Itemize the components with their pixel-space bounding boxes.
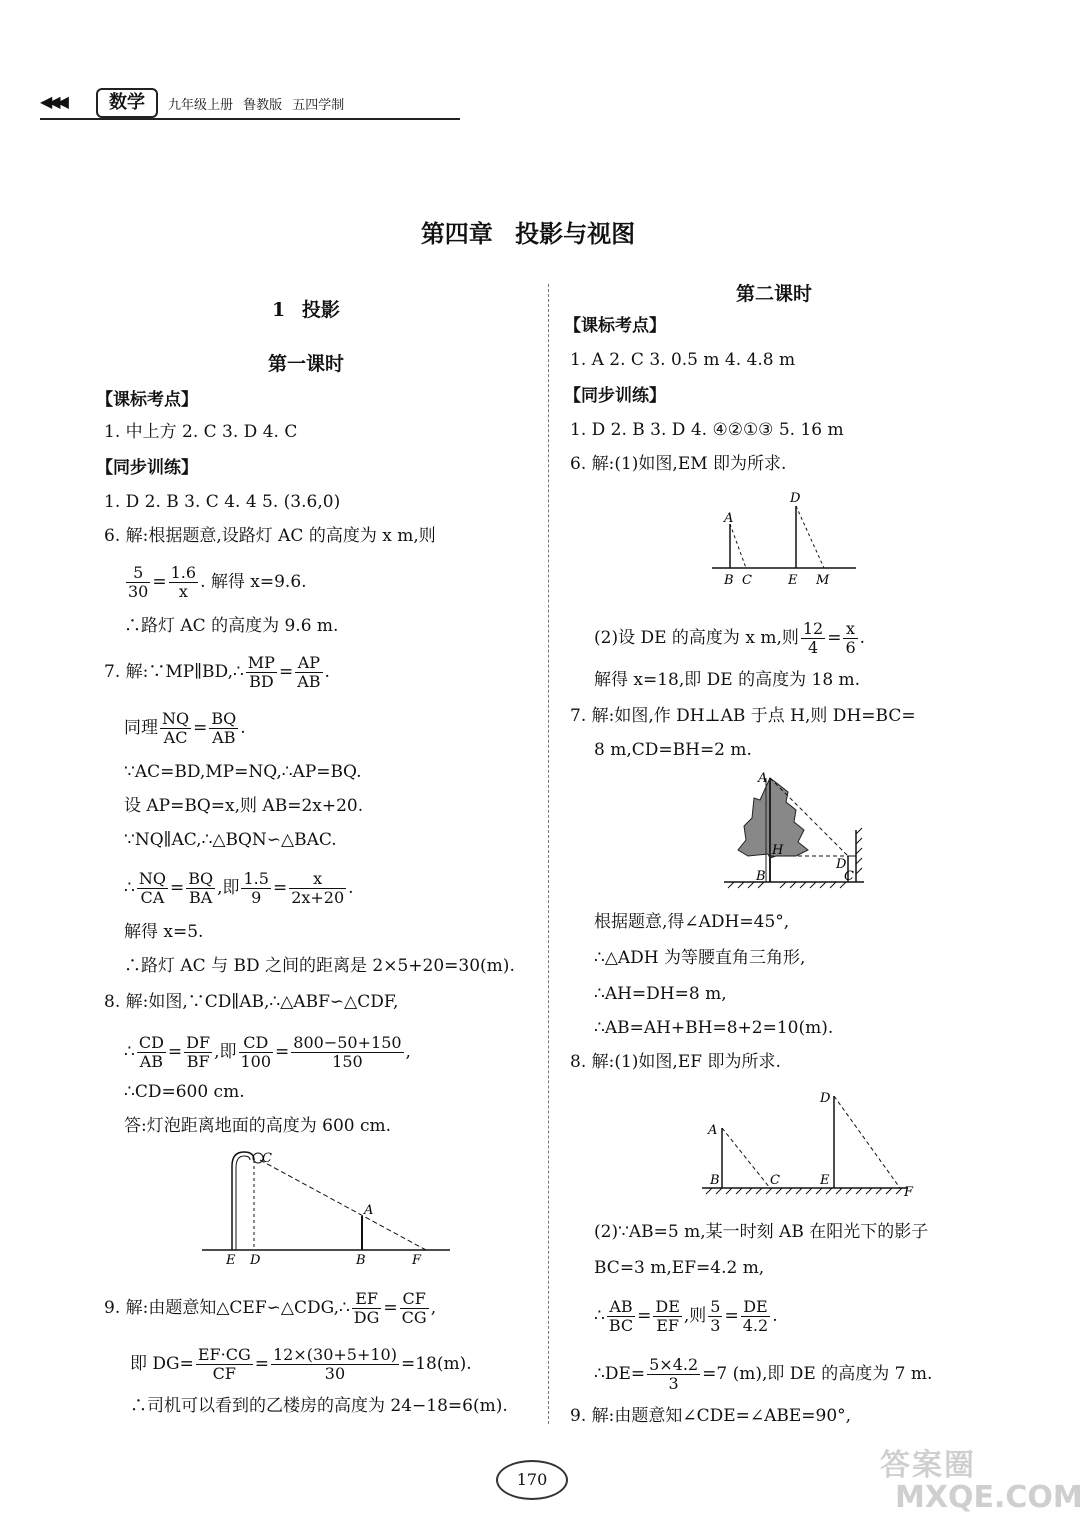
l-q7-a: 7. 解:∵MP∥BD,∴ $\frac{MP}{BD}$ = $\frac{AP}{AB}$ .: [104, 653, 330, 691]
r-q6-c: 解得 x=18,即 DE 的高度为 18 m.: [594, 670, 861, 690]
kb-answers-left: 1. 中上方 2. C 3. D 4. C: [104, 422, 298, 442]
kb-heading-right: 【课标考点】: [564, 316, 666, 336]
lesson-title-1: 第一课时: [268, 353, 345, 375]
svg-text:F: F: [412, 1253, 422, 1268]
svg-text:F: F: [904, 1185, 914, 1200]
svg-text:B: B: [756, 869, 766, 884]
svg-text:D: D: [790, 491, 801, 506]
tb-answers-left: 1. D 2. B 3. C 4. 4 5. (3.6,0): [104, 492, 341, 512]
subject-badge: 数学: [96, 88, 158, 118]
svg-text:A: A: [758, 771, 768, 786]
column-divider: [548, 284, 549, 1424]
r-q7-a: 7. 解:如图,作 DH⊥AB 于点 H,则 DH=BC=: [570, 706, 916, 726]
l-q7-h: ∴路灯 AC 与 BD 之间的距离是 2×5+20=30(m).: [124, 956, 515, 976]
r-q8-b: (2)∵AB=5 m,某一时刻 AB 在阳光下的影子: [594, 1222, 929, 1242]
svg-text:A: A: [724, 511, 734, 526]
r-q8-e: ∴DE= $\frac{5\times 4.2}{3}$ =7 (m),即 DE 的高度为 7 m.: [594, 1355, 933, 1393]
lesson-title-2: 第二课时: [736, 283, 813, 305]
kb-answers-right: 1. A 2. C 3. 0.5 m 4. 4.8 m: [570, 350, 796, 370]
svg-text:A: A: [364, 1203, 374, 1218]
svg-text:B: B: [710, 1173, 720, 1188]
figure-streetlight: [196, 1146, 456, 1270]
l-q7-b: 同理 $\frac{NQ}{AC}$ = $\frac{BQ}{AB}$ .: [124, 709, 246, 747]
r-q7-e: ∴AH=DH=8 m,: [594, 984, 727, 1004]
l-q6-line2: $\frac{5}{30}$ = $\frac{1.6}{x}$ . 解得 x=9.6.: [128, 563, 307, 601]
header-rule: [40, 118, 460, 120]
svg-text:D: D: [820, 1091, 831, 1106]
svg-text:E: E: [788, 573, 798, 588]
watermark-url: MXQE.COM: [895, 1480, 1083, 1515]
svg-text:E: E: [820, 1173, 830, 1188]
r-q8-frac: ∴ $\frac{AB}{BC}$ = $\frac{DE}{EF}$ ,则 $\frac{5}{3}$ = $\frac{DE}{4.2}$ .: [594, 1297, 778, 1335]
chapter-title: 第四章 投影与视图: [420, 219, 636, 248]
svg-text:M: M: [816, 573, 830, 588]
svg-text:C: C: [770, 1173, 780, 1188]
l-q7-frac: ∴ $\frac{NQ}{CA}$ = $\frac{BQ}{BA}$ ,即 $\frac{1.5}{9}$ = $\frac{x}{2x+20}$ .: [124, 869, 354, 907]
section-title: 1 投影: [272, 299, 340, 321]
kb-heading-left: 【课标考点】: [96, 390, 198, 410]
svg-text:B: B: [356, 1253, 366, 1268]
l-q7-e: ∵NQ∥AC,∴△BQN∽△BAC.: [124, 830, 337, 850]
tb-heading-right: 【同步训练】: [564, 386, 666, 406]
r-q8-c: BC=3 m,EF=4.2 m,: [594, 1258, 765, 1278]
r-q6-b: (2)设 DE 的高度为 x m,则 $\frac{12}{4}$ = $\frac{x}{6}$ .: [594, 619, 866, 657]
tb-heading-left: 【同步训练】: [96, 458, 198, 478]
tb-answers-right: 1. D 2. B 3. D 4. ④②①③ 5. 16 m: [570, 420, 844, 440]
figure-tree: [724, 770, 870, 894]
l-q9-b: 即 DG= $\frac{EF\cdot CG}{CF}$ = $\frac{12\times(30+5+10)}{30}$ =18(m).: [130, 1345, 472, 1383]
svg-text:B: B: [724, 573, 734, 588]
svg-text:H: H: [772, 843, 784, 858]
l-q8-c: 答:灯泡距离地面的高度为 600 cm.: [124, 1116, 392, 1136]
r-q8-a: 8. 解:(1)如图,EF 即为所求.: [570, 1052, 781, 1072]
watermark-logo: 答案圈: [880, 1448, 976, 1483]
arrows-icon: ◀◀◀: [40, 92, 65, 111]
l-q6-line1: 6. 解:根据题意,设路灯 AC 的高度为 x m,则: [104, 526, 436, 546]
l-q6-line3: ∴路灯 AC 的高度为 9.6 m.: [124, 616, 339, 636]
r-q7-b: 8 m,CD=BH=2 m.: [594, 740, 752, 760]
r-q7-d: ∴△ADH 为等腰直角三角形,: [594, 948, 806, 968]
l-q7-g: 解得 x=5.: [124, 922, 204, 942]
figure-shadow-1: [708, 484, 858, 592]
svg-text:D: D: [250, 1253, 261, 1268]
book-info: 九年级上册 鲁教版 五四学制: [168, 98, 345, 113]
svg-text:C: C: [844, 869, 854, 884]
page-number: 170: [496, 1460, 568, 1500]
l-q8-a: 8. 解:如图,∵CD∥AB,∴△ABF∽△CDF,: [104, 992, 399, 1012]
svg-text:C: C: [742, 573, 752, 588]
r-q6-a: 6. 解:(1)如图,EM 即为所求.: [570, 454, 787, 474]
l-q9-c: ∴司机可以看到的乙楼房的高度为 24−18=6(m).: [130, 1396, 508, 1416]
r-q7-c: 根据题意,得∠ADH=45°,: [594, 912, 790, 932]
svg-text:E: E: [226, 1253, 236, 1268]
svg-text:D: D: [836, 857, 847, 872]
l-q8-b: ∴CD=600 cm.: [124, 1082, 245, 1102]
svg-text:C: C: [262, 1151, 272, 1166]
page-header: [40, 84, 460, 120]
r-q7-f: ∴AB=AH+BH=8+2=10(m).: [594, 1018, 834, 1038]
svg-text:A: A: [708, 1123, 718, 1138]
figure-shadow-2: [700, 1084, 920, 1202]
l-q7-c: ∵AC=BD,MP=NQ,∴AP=BQ.: [124, 762, 362, 782]
r-q9-a: 9. 解:由题意知∠CDE=∠ABE=90°,: [570, 1406, 852, 1426]
l-q9-a: 9. 解:由题意知△CEF∽△CDG,∴ $\frac{EF}{DG}$ = $\frac{CF}{CG}$ ,: [104, 1289, 437, 1327]
l-q7-d: 设 AP=BQ=x,则 AB=2x+20.: [124, 796, 364, 816]
l-q8-frac: ∴ $\frac{CD}{AB}$ = $\frac{DF}{BF}$ ,即 $\frac{CD}{100}$ = $\frac{800-50+150}{150}$ ,: [124, 1033, 411, 1071]
